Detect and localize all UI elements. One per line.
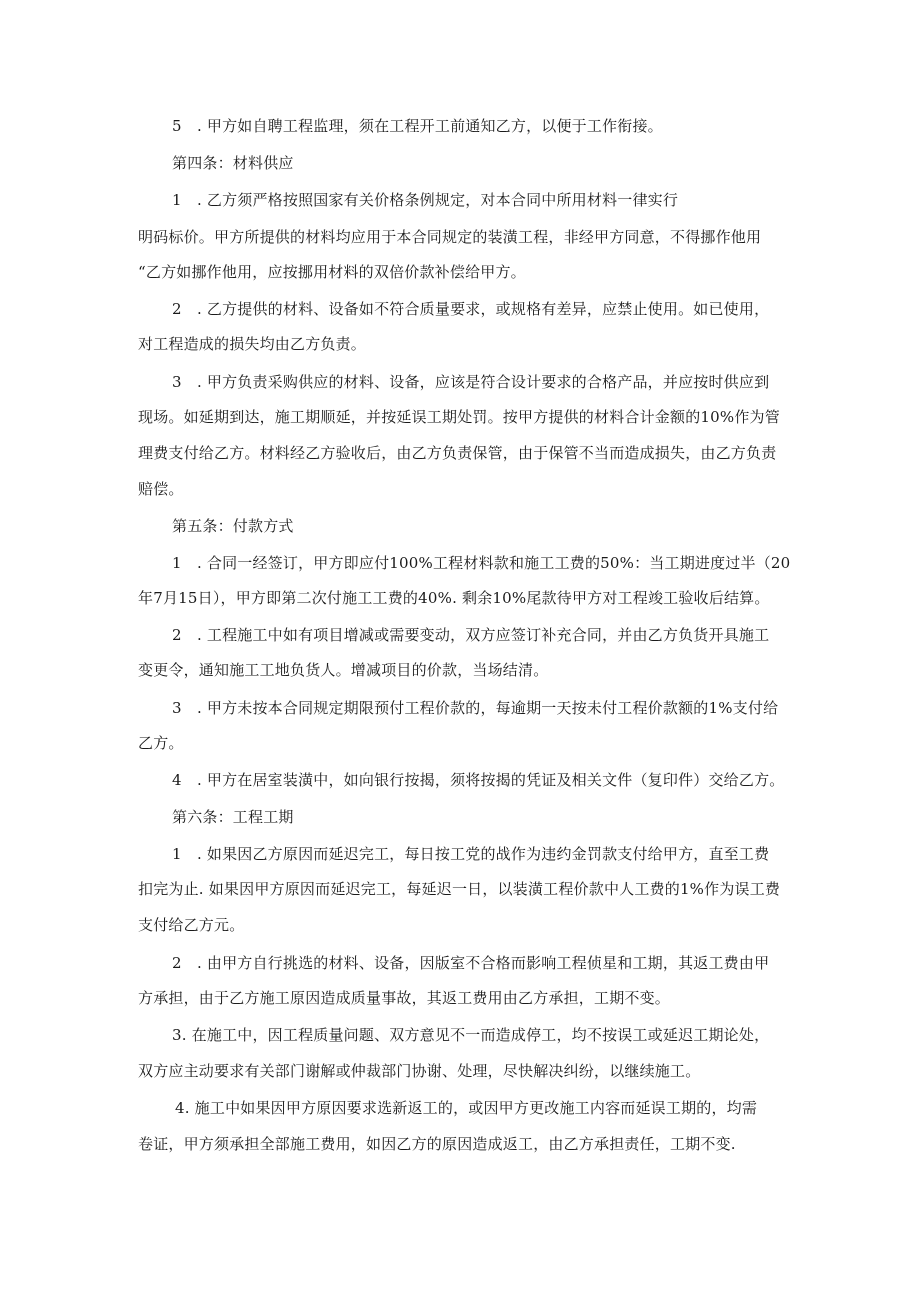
clause-5-1-line-1: 1 . 合同一经签订，甲方即应付100%工程材料款和施工工费的50%：当工期进度过半（20 xyxy=(172,554,791,572)
clause-4-1-line-1: 1 . 乙方须严格按照国家有关价格条例规定，对本合同中所用材料一律实行 xyxy=(172,191,679,209)
clause-3-5: 5 . 甲方如自聘工程监理，须在工程开工前通知乙方，以便于工作衔接。 xyxy=(172,117,663,135)
clause-6-2-line-2: 方承担，由于乙方施工原因造成质量事故，其返工费用由乙方承担，工期不变。 xyxy=(138,989,671,1007)
clause-4-3-line-4: 赔偿。 xyxy=(138,480,184,498)
clause-6-4-line-2: 卷证，甲方须承担全部施工费用，如因乙方的原因造成返工，由乙方承担责任，工期不变. xyxy=(138,1135,736,1153)
clause-6-1-line-1: 1 . 如果因乙方原因而延迟完工，每日按工党的战作为违约金罚款支付给甲方，直至工费 xyxy=(172,845,770,863)
clause-6-3-line-2: 双方应主动要求有关部门谢解或仲裁部门协谢、处理，尽快解决纠纷，以继续施工。 xyxy=(138,1062,701,1080)
clause-6-1-line-2: 扣完为止. 如果因甲方原因而延迟完工，每延迟一日，以装潢工程价款中人工费的1%作为误工费 xyxy=(138,880,781,898)
article-4-heading: 第四条：材料供应 xyxy=(172,154,294,172)
clause-4-3-line-2: 现场。如延期到达，施工期顺延，并按延误工期处罚。按甲方提供的材料合计金额的10%作为管 xyxy=(138,408,780,426)
clause-5-3-line-1: 3 . 甲方未按本合同规定期限预付工程价款的，每逾期一天按未付工程价款额的1%支付给 xyxy=(172,699,779,717)
clause-6-3-line-1: 3. 在施工中，因工程质量问题、双方意见不一而造成停工，均不按误工或延迟工期论处， xyxy=(172,1026,770,1044)
clause-5-4: 4 . 甲方在居室装潢中，如向银行按揭，须将按揭的凭证及相关文件（复印件）交给乙方。 xyxy=(172,771,785,789)
clause-6-4-line-1: 4. 施工中如果因甲方原因要求选新返工的，或因甲方更改施工内容而延误工期的，均需 xyxy=(175,1099,758,1117)
clause-6-1-line-3: 支付给乙方元。 xyxy=(138,916,245,934)
clause-6-2-line-1: 2 . 由甲方自行挑选的材料、设备，因版室不合格而影响工程侦星和工期，其返工费由甲 xyxy=(172,954,770,972)
clause-4-1-line-2: 明码标价。甲方所提供的材料均应用于本合同规定的装潢工程，非经甲方同意，不得挪作他用 xyxy=(138,228,762,246)
clause-5-2-line-2: 变更令，通知施工工地负货人。增减项目的价款，当场结清。 xyxy=(138,661,549,679)
clause-5-1-line-2: 年7月15日），甲方即第二次付施工工费的40%. 剩余10%尾款待甲方对工程竣工验收后结算。 xyxy=(138,589,770,607)
article-5-heading: 第五条：付款方式 xyxy=(172,517,294,535)
clause-4-3-line-1: 3 . 甲方负责采购供应的材料、设备，应该是符合设计要求的合格产品，并应按时供应到 xyxy=(172,373,770,391)
clause-4-1-line-3: “乙方如挪作他用，应按挪用材料的双倍价款补偿给甲方。 xyxy=(138,263,526,281)
clause-5-2-line-1: 2 . 工程施工中如有项目增减或需要变动，双方应签订补充合同，并由乙方负货开具施工 xyxy=(172,626,770,644)
article-6-heading: 第六条：工程工期 xyxy=(172,808,294,826)
clause-4-2-line-1: 2 . 乙方提供的材料、设备如不符合质量要求，或规格有差异，应禁止使用。如已使用， xyxy=(172,300,770,318)
clause-4-3-line-3: 理费支付给乙方。材料经乙方验收后，由乙方负责保管，由于保管不当而造成损失，由乙方负责 xyxy=(138,444,777,462)
clause-5-3-line-2: 乙方。 xyxy=(138,734,184,752)
clause-4-2-line-2: 对工程造成的损失均由乙方负责。 xyxy=(138,335,367,353)
